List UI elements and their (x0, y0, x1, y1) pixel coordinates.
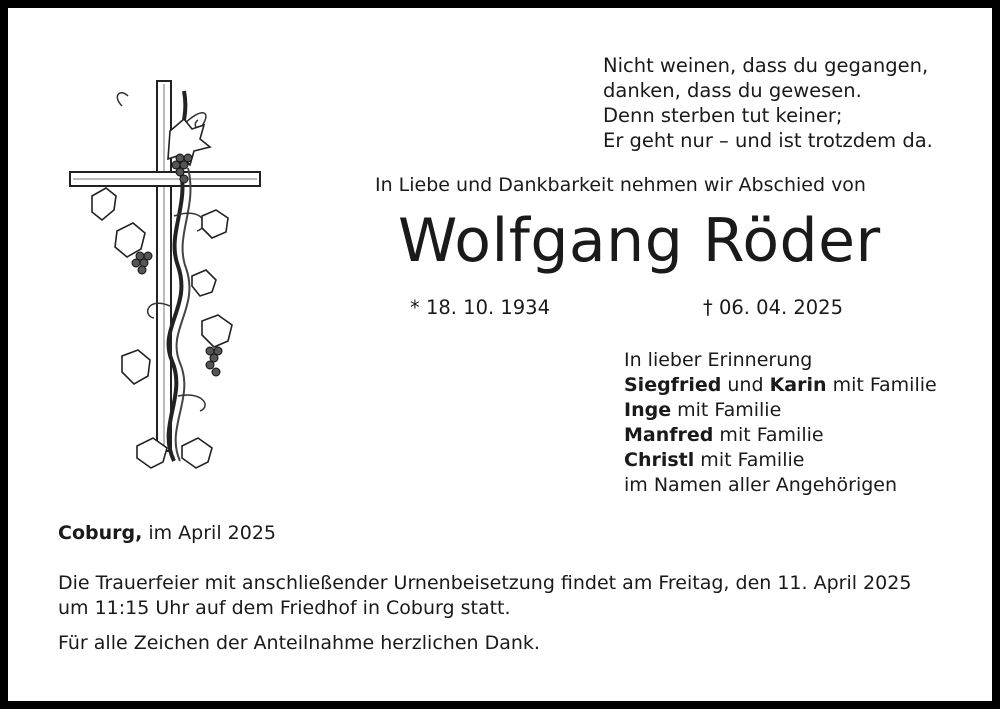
mourner-name: Inge (624, 399, 672, 421)
cross-with-grapevine-icon (62, 66, 272, 486)
service-line: Die Trauerfeier mit anschließender Urnenbeisetzung findet am Freitag, den 11. April 2025 (58, 572, 912, 594)
mourner-name: Siegfried (624, 374, 722, 396)
mourner-suffix: mit Familie (826, 374, 937, 396)
mourner-row (624, 373, 937, 398)
mourner-suffix: mit Familie (713, 424, 824, 446)
place-month: im April 2025 (142, 522, 276, 544)
poem-line: Er geht nur – und ist trotzdem da. (603, 129, 933, 152)
place-city: Coburg, (58, 522, 143, 544)
mourner-name: Karin (769, 374, 827, 396)
mourners-heading: In lieber Erinnerung (624, 349, 813, 371)
service-info (58, 571, 911, 621)
poem-line: danken, dass du gewesen. (603, 79, 862, 102)
mourner-conjunction: und (721, 374, 770, 396)
place-date (58, 522, 276, 544)
mourner-row (624, 423, 937, 448)
mourner-suffix: mit Familie (671, 399, 782, 421)
service-line: um 11:15 Uhr auf dem Friedhof in Coburg statt. (58, 597, 511, 619)
poem-line: Denn sterben tut keiner; (603, 104, 843, 127)
mourner-name: Christl (624, 449, 695, 471)
death-date: † 06. 04. 2025 (703, 296, 843, 319)
mourners-block (624, 348, 937, 498)
mourner-name: Manfred (624, 424, 714, 446)
mourners-closing: im Namen aller Angehörigen (624, 474, 898, 496)
mourner-row (624, 398, 937, 423)
poem (603, 53, 933, 153)
deceased-name: Wolfgang Röder (398, 206, 881, 276)
poem-line: Nicht weinen, dass du gegangen, (603, 54, 929, 77)
thanks-text: Für alle Zeichen der Anteilnahme herzlichen Dank. (58, 632, 540, 654)
mourner-suffix: mit Familie (694, 449, 805, 471)
farewell-intro: In Liebe und Dankbarkeit nehmen wir Abschied von (375, 174, 866, 196)
mourner-row (624, 448, 937, 473)
birth-date: * 18. 10. 1934 (410, 296, 550, 319)
